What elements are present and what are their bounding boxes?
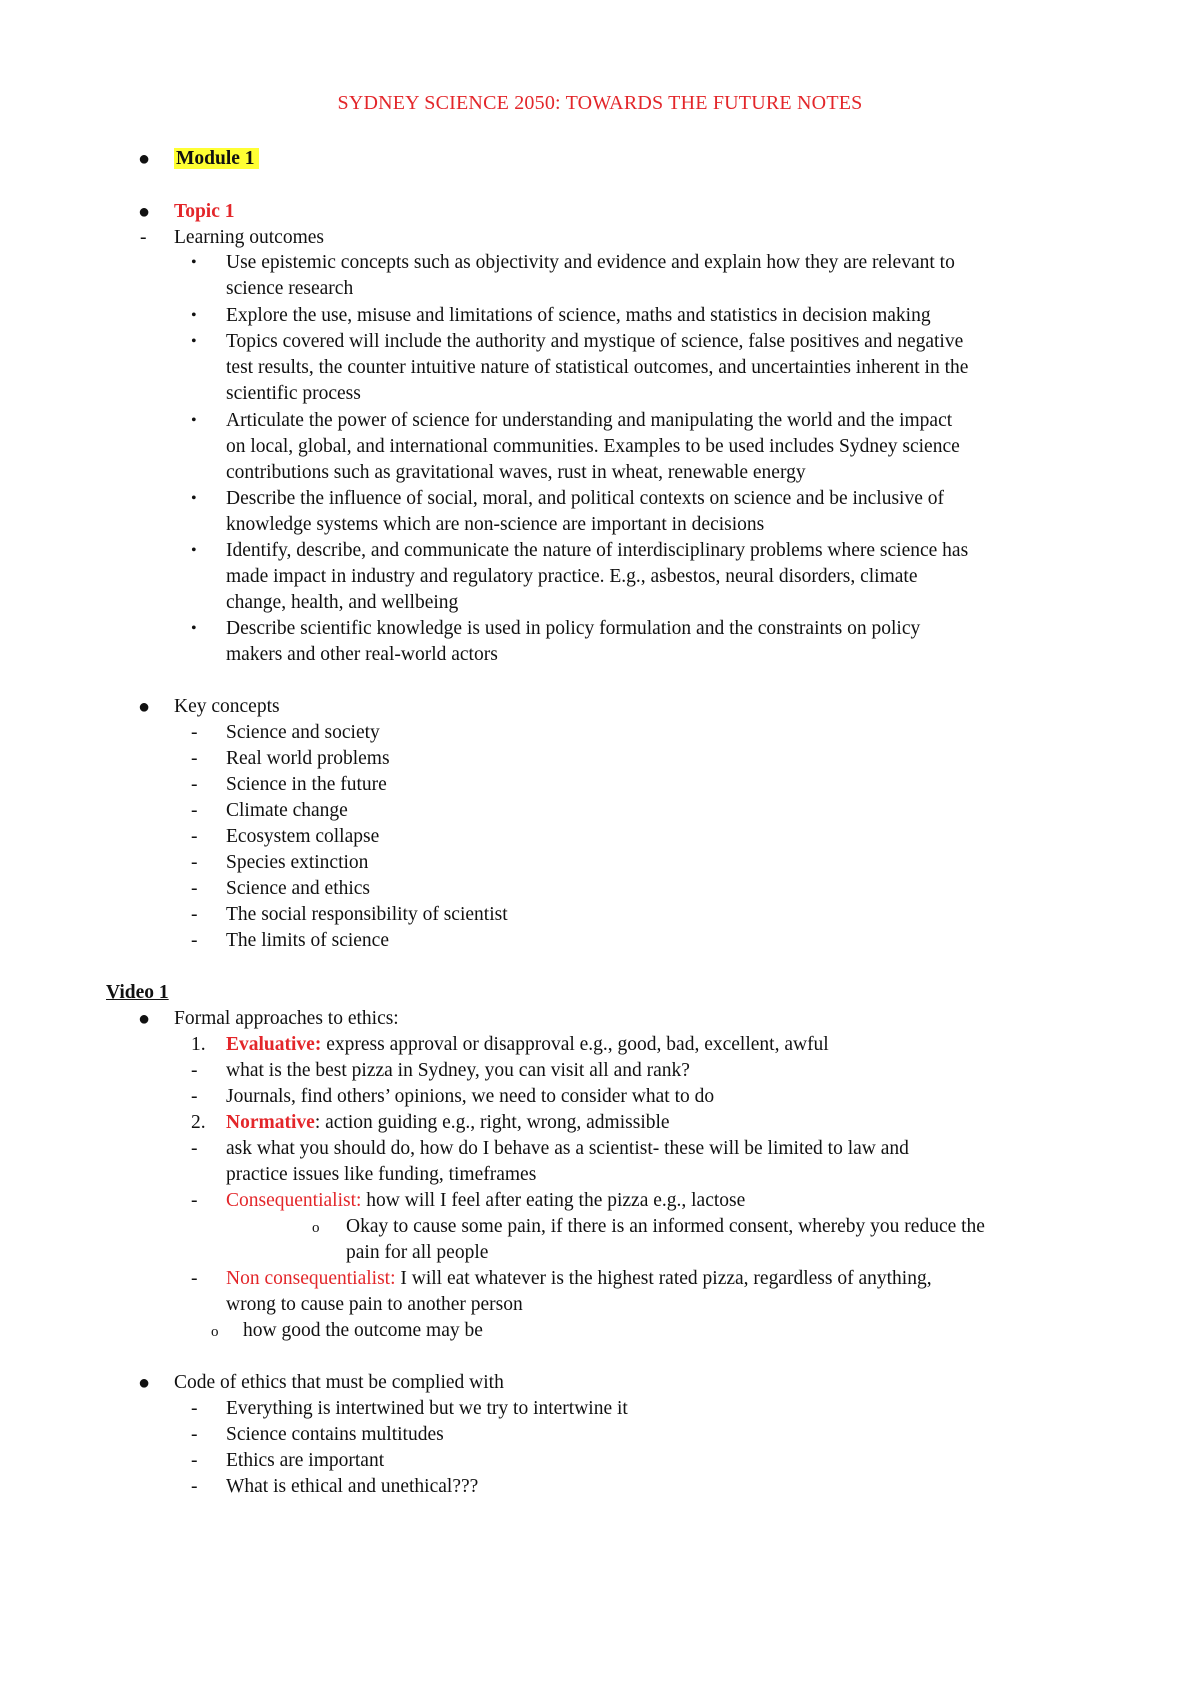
normative-detail: practice issues like funding, timeframes: [226, 1164, 537, 1185]
bullet-icon: •: [191, 542, 197, 559]
dash-icon: -: [191, 774, 198, 795]
ethics-item: Everything is intertwined but we try to intertwine it: [226, 1398, 628, 1419]
evaluative-text: express approval or disapproval e.g., good, bad, excellent, awful: [321, 1034, 829, 1055]
dash-icon: -: [191, 904, 198, 925]
video-heading: Video 1: [106, 982, 169, 1003]
dash-icon: -: [191, 1268, 198, 1289]
non-consequentialist-subitem: how good the outcome may be: [243, 1320, 483, 1341]
outcome-line: Describe the influence of social, moral, and political contexts on science and be inclusive of: [226, 488, 944, 509]
outcome-line: made impact in industry and regulatory practice. E.g., asbestos, neural disorders, climate: [226, 566, 918, 587]
outcome-line: scientific process: [226, 383, 361, 404]
bullet-icon: •: [191, 412, 197, 429]
key-concept-item: Science and ethics: [226, 878, 371, 899]
dash-icon: -: [191, 930, 198, 951]
bullet-icon: ●: [138, 696, 151, 718]
dash-icon: -: [191, 1476, 198, 1497]
formal-approaches-heading: Formal approaches to ethics:: [174, 1008, 399, 1029]
bullet-icon: •: [191, 307, 197, 324]
non-consequentialist-text: I will eat whatever is the highest rated pizza, regardless of anything,: [395, 1268, 932, 1289]
consequentialist-item: [226, 1188, 745, 1214]
dash-icon: -: [191, 1398, 198, 1419]
code-of-ethics-heading: Code of ethics that must be complied with: [174, 1372, 504, 1393]
normative-detail: ask what you should do, how do I behave as a scientist- these will be limited to law and: [226, 1138, 909, 1159]
key-concept-item: Ecosystem collapse: [226, 826, 380, 847]
outcome-line: makers and other real-world actors: [226, 644, 498, 665]
dash-icon: -: [191, 748, 198, 769]
dash-icon: -: [191, 1086, 198, 1107]
outcome-line: Describe scientific knowledge is used in policy formulation and the constraints on policy: [226, 618, 921, 639]
normative-text: : action guiding e.g., right, wrong, admissible: [314, 1112, 670, 1133]
ethics-item: Science contains multitudes: [226, 1424, 444, 1445]
bullet-icon: •: [191, 254, 197, 271]
key-concepts-heading: Key concepts: [174, 696, 280, 717]
bullet-icon: •: [191, 333, 197, 350]
number-marker: 1.: [191, 1034, 206, 1055]
page-title: SYDNEY SCIENCE 2050: TOWARDS THE FUTURE NOTES: [337, 92, 863, 114]
dash-icon: -: [191, 800, 198, 821]
evaluative-item: [226, 1032, 829, 1058]
ethics-item: Ethics are important: [226, 1450, 385, 1471]
ethics-item: What is ethical and unethical???: [226, 1476, 479, 1497]
bullet-icon: ●: [138, 1008, 151, 1030]
dash-icon: -: [191, 1424, 198, 1445]
bullet-icon: ●: [138, 201, 151, 223]
outcome-line: Topics covered will include the authority and mystique of science, false positives and negative: [226, 331, 964, 352]
bullet-icon: •: [191, 490, 197, 507]
key-concept-item: The social responsibility of scientist: [226, 904, 508, 925]
key-concept-item: Science and society: [226, 722, 380, 743]
outcome-line: on local, global, and international communities. Examples to be used includes Sydney science: [226, 436, 960, 457]
circle-bullet-icon: o: [211, 1324, 219, 1340]
dash-icon: -: [191, 1060, 198, 1081]
dash-icon: -: [191, 852, 198, 873]
dash-icon: -: [191, 826, 198, 847]
key-concept-item: Real world problems: [226, 748, 390, 769]
learning-outcomes-heading: Learning outcomes: [174, 227, 324, 248]
dash-icon: -: [140, 227, 147, 248]
module-heading: Module 1: [174, 146, 259, 172]
non-consequentialist-detail: wrong to cause pain to another person: [226, 1294, 523, 1315]
key-concept-item: Species extinction: [226, 852, 369, 873]
dash-icon: -: [191, 1450, 198, 1471]
outcome-line: Articulate the power of science for understanding and manipulating the world and the impact: [226, 410, 953, 431]
consequentialist-text: how will I feel after eating the pizza e.g., lactose: [361, 1190, 746, 1211]
number-marker: 2.: [191, 1112, 206, 1133]
normative-label: Normative: [226, 1112, 315, 1133]
bullet-icon: ●: [138, 148, 151, 170]
dash-icon: -: [191, 1190, 198, 1211]
normative-item: [226, 1110, 670, 1136]
outcome-line: science research: [226, 278, 354, 299]
outcome-line: Use epistemic concepts such as objectivity and evidence and explain how they are relevant to: [226, 252, 955, 273]
bullet-icon: ●: [138, 1372, 151, 1394]
outcome-line: test results, the counter intuitive nature of statistical outcomes, and uncertainties inherent in the: [226, 357, 969, 378]
outcome-line: Explore the use, misuse and limitations of science, maths and statistics in decision making: [226, 305, 931, 326]
key-concept-item: Science in the future: [226, 774, 387, 795]
circle-bullet-icon: o: [312, 1220, 320, 1236]
consequentialist-label: Consequentialist:: [226, 1190, 362, 1211]
consequentialist-detail: pain for all people: [346, 1242, 489, 1263]
key-concept-item: The limits of science: [226, 930, 389, 951]
dash-icon: -: [191, 1138, 198, 1159]
outcome-line: Identify, describe, and communicate the nature of interdisciplinary problems where science has: [226, 540, 969, 561]
outcome-line: contributions such as gravitational waves, rust in wheat, renewable energy: [226, 462, 806, 483]
topic-heading: Topic 1: [174, 201, 235, 222]
evaluative-detail: what is the best pizza in Sydney, you can visit all and rank?: [226, 1060, 690, 1081]
non-consequentialist-item: [226, 1266, 932, 1292]
outcome-line: change, health, and wellbeing: [226, 592, 459, 613]
non-consequentialist-label: Non consequentialist:: [226, 1268, 396, 1289]
key-concept-item: Climate change: [226, 800, 348, 821]
evaluative-label: Evaluative:: [226, 1034, 322, 1055]
bullet-icon: •: [191, 620, 197, 637]
outcome-line: knowledge systems which are non-science are important in decisions: [226, 514, 765, 535]
evaluative-detail: Journals, find others’ opinions, we need to consider what to do: [226, 1086, 715, 1107]
dash-icon: -: [191, 878, 198, 899]
consequentialist-detail: Okay to cause some pain, if there is an informed consent, whereby you reduce the: [346, 1216, 985, 1237]
dash-icon: -: [191, 722, 198, 743]
